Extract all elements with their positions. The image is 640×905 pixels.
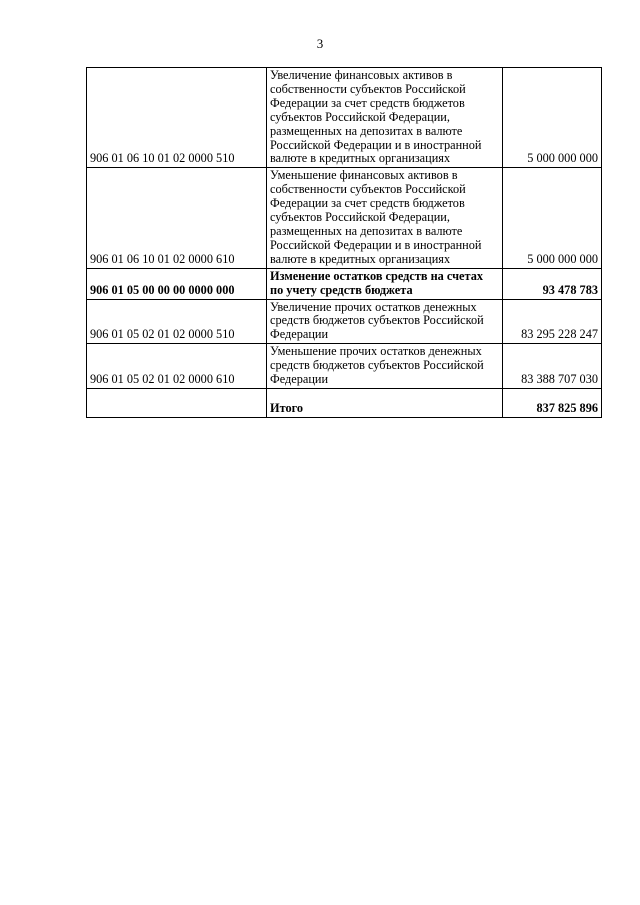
amount: 93 478 783 [503,268,602,299]
amount: 83 388 707 030 [503,344,602,389]
source-name: Уменьшение прочих остатков денежных средств бюджетов субъектов Российской Федерации [267,344,503,389]
total-code-cell [87,388,267,417]
budget-classification-code: 906 01 06 10 01 02 0000 610 [87,168,267,268]
total-amount: 837 825 896 [503,388,602,417]
page-number: 3 [316,36,324,51]
amount: 83 295 228 247 [503,299,602,344]
table-row [87,344,602,389]
table-row [87,299,602,344]
source-name: Увеличение прочих остатков денежных средств бюджетов субъектов Российской Федерации [267,299,503,344]
budget-classification-code: 906 01 05 02 01 02 0000 610 [87,344,267,389]
amount: 5 000 000 000 [503,68,602,168]
source-name: Увеличение финансовых активов в собственности субъектов Российской Федерации за счет средств бюджетов субъектов Российской Федерации, размещенных на депозитах в валюте Российской Федерации и в иностранной валюте в кредитных организациях [267,68,503,168]
amount: 5 000 000 000 [503,168,602,268]
budget-sources-table [86,67,602,418]
table-row [87,168,602,268]
budget-classification-code: 906 01 05 02 01 02 0000 510 [87,299,267,344]
table-total-row [87,388,602,417]
table-row [87,68,602,168]
budget-classification-code: 906 01 05 00 00 00 0000 000 [87,268,267,299]
table-row-group-heading [87,268,602,299]
source-name: Уменьшение финансовых активов в собственности субъектов Российской Федерации за счет средств бюджетов субъектов Российской Федерации, размещенных на депозитах в валюте Российской Федерации и в иностранной валюте в кредитных организациях [267,168,503,268]
budget-classification-code: 906 01 06 10 01 02 0000 510 [87,68,267,168]
source-name: Изменение остатков средств на счетах по учету средств бюджета [267,268,503,299]
total-label: Итого [267,388,503,417]
